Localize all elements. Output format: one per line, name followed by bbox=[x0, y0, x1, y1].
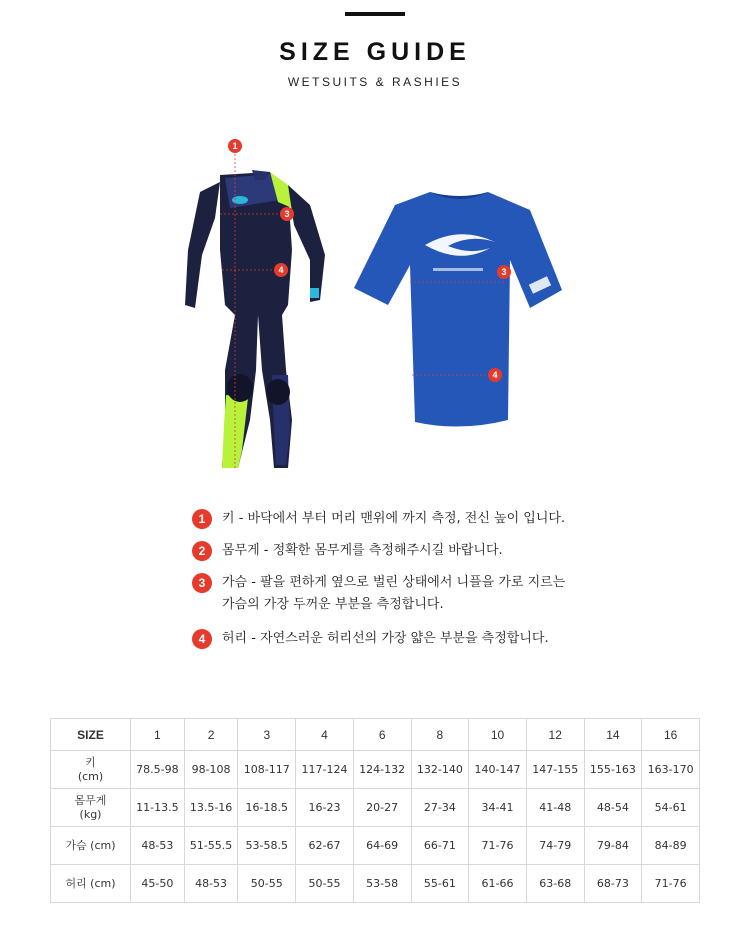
table-cell: 79-84 bbox=[584, 827, 642, 865]
table-cell: 71-76 bbox=[469, 827, 527, 865]
table-cell: 68-73 bbox=[584, 865, 642, 903]
table-row bbox=[51, 751, 700, 789]
table-cell: 50-55 bbox=[296, 865, 354, 903]
table-header-size: 1 bbox=[131, 719, 185, 751]
legend-number-badge: 2 bbox=[192, 541, 212, 561]
wetsuit-marker-1 bbox=[228, 139, 242, 153]
table-header-size: 6 bbox=[353, 719, 411, 751]
table-row-label bbox=[51, 865, 131, 903]
wetsuit-marker-4 bbox=[274, 263, 288, 277]
table-header-size: 12 bbox=[526, 719, 584, 751]
table-header-size: 10 bbox=[469, 719, 527, 751]
table-cell: 41-48 bbox=[526, 789, 584, 827]
measurement-legend bbox=[192, 508, 612, 660]
legend-item bbox=[192, 628, 612, 650]
size-chart-table bbox=[50, 718, 700, 903]
table-cell: 84-89 bbox=[642, 827, 700, 865]
table-row bbox=[51, 827, 700, 865]
legend-text-line: 키 - 바닥에서 부터 머리 맨위에 까지 측정, 전신 높이 입니다. bbox=[222, 511, 566, 526]
table-cell: 51-55.5 bbox=[184, 827, 238, 865]
wetsuit-marker-3 bbox=[280, 207, 294, 221]
legend-text bbox=[222, 572, 565, 616]
table-cell: 48-53 bbox=[184, 865, 238, 903]
page-subtitle: WETSUITS & RASHIES bbox=[287, 75, 463, 89]
table-cell: 155-163 bbox=[584, 751, 642, 789]
table-row-label-line: (kg) bbox=[79, 807, 102, 821]
table-cell: 108-117 bbox=[238, 751, 296, 789]
legend-text-line: 가슴의 가장 두꺼운 부분을 측정합니다. bbox=[222, 597, 444, 612]
legend-text-line: 허리 - 자연스러운 허리선의 가장 얇은 부분을 측정합니다. bbox=[222, 631, 549, 646]
legend-item bbox=[192, 572, 612, 616]
table-cell: 63-68 bbox=[526, 865, 584, 903]
table-cell: 48-54 bbox=[584, 789, 642, 827]
table-cell: 45-50 bbox=[131, 865, 185, 903]
table-header-size: 4 bbox=[296, 719, 354, 751]
table-row-label bbox=[51, 751, 131, 789]
table-cell: 71-76 bbox=[642, 865, 700, 903]
table-cell: 132-140 bbox=[411, 751, 469, 789]
table-cell: 16-23 bbox=[296, 789, 354, 827]
rashguard-marker-3 bbox=[497, 265, 511, 279]
table-header-size: 14 bbox=[584, 719, 642, 751]
table-cell: 98-108 bbox=[184, 751, 238, 789]
table-header-row bbox=[51, 719, 700, 751]
table-row-label-line: 가슴 (cm) bbox=[65, 838, 116, 852]
table-cell: 163-170 bbox=[642, 751, 700, 789]
table-cell: 48-53 bbox=[131, 827, 185, 865]
table-row-label-line: 허리 (cm) bbox=[65, 876, 116, 890]
table-row-label bbox=[51, 789, 131, 827]
table-cell: 54-61 bbox=[642, 789, 700, 827]
page-title: SIZE GUIDE bbox=[279, 38, 471, 66]
rashguard-marker-4 bbox=[488, 368, 502, 382]
svg-text:1: 1 bbox=[232, 141, 238, 151]
table-row-label-line: 몸무게 bbox=[74, 793, 107, 807]
table-header-size-label: SIZE bbox=[51, 719, 131, 751]
table-cell: 20-27 bbox=[353, 789, 411, 827]
table-cell: 74-79 bbox=[526, 827, 584, 865]
table-cell: 64-69 bbox=[353, 827, 411, 865]
table-cell: 50-55 bbox=[238, 865, 296, 903]
table-cell: 53-58 bbox=[353, 865, 411, 903]
legend-text bbox=[222, 540, 503, 562]
table-row bbox=[51, 865, 700, 903]
table-cell: 61-66 bbox=[469, 865, 527, 903]
legend-item bbox=[192, 540, 612, 562]
table-cell: 117-124 bbox=[296, 751, 354, 789]
table-cell: 55-61 bbox=[411, 865, 469, 903]
svg-text:4: 4 bbox=[492, 370, 498, 380]
table-row-label-line: (cm) bbox=[77, 769, 104, 783]
legend-number-badge: 1 bbox=[192, 509, 212, 529]
header-divider-bar bbox=[345, 12, 405, 16]
table-cell: 34-41 bbox=[469, 789, 527, 827]
table-cell: 124-132 bbox=[353, 751, 411, 789]
table-row-label-line: 키 bbox=[85, 755, 96, 769]
rashguard-image bbox=[354, 192, 562, 427]
legend-number-badge: 3 bbox=[192, 573, 212, 593]
table-cell: 16-18.5 bbox=[238, 789, 296, 827]
table-cell: 27-34 bbox=[411, 789, 469, 827]
wetsuit-image bbox=[185, 139, 325, 470]
legend-text-line: 몸무게 - 정확한 몸무게를 측정해주시길 바랍니다. bbox=[222, 543, 503, 558]
table-cell: 66-71 bbox=[411, 827, 469, 865]
table-header-size: 16 bbox=[642, 719, 700, 751]
svg-text:3: 3 bbox=[284, 209, 290, 219]
table-cell: 62-67 bbox=[296, 827, 354, 865]
legend-number-badge: 4 bbox=[192, 629, 212, 649]
table-header-size: 3 bbox=[238, 719, 296, 751]
table-cell: 53-58.5 bbox=[238, 827, 296, 865]
table-cell: 13.5-16 bbox=[184, 789, 238, 827]
legend-item bbox=[192, 508, 612, 530]
product-illustration bbox=[170, 130, 590, 480]
legend-text-line: 가슴 - 팔을 편하게 옆으로 벌린 상태에서 니플을 가로 지르는 bbox=[222, 575, 566, 590]
table-row-label bbox=[51, 827, 131, 865]
table-cell: 140-147 bbox=[469, 751, 527, 789]
svg-text:4: 4 bbox=[278, 265, 284, 275]
table-header-size: 8 bbox=[411, 719, 469, 751]
table-cell: 78.5-98 bbox=[131, 751, 185, 789]
legend-text bbox=[222, 508, 565, 530]
table-row bbox=[51, 789, 700, 827]
table-cell: 147-155 bbox=[526, 751, 584, 789]
table-cell: 11-13.5 bbox=[131, 789, 185, 827]
legend-text bbox=[222, 628, 549, 650]
svg-text:3: 3 bbox=[501, 267, 507, 277]
table-header-size: 2 bbox=[184, 719, 238, 751]
